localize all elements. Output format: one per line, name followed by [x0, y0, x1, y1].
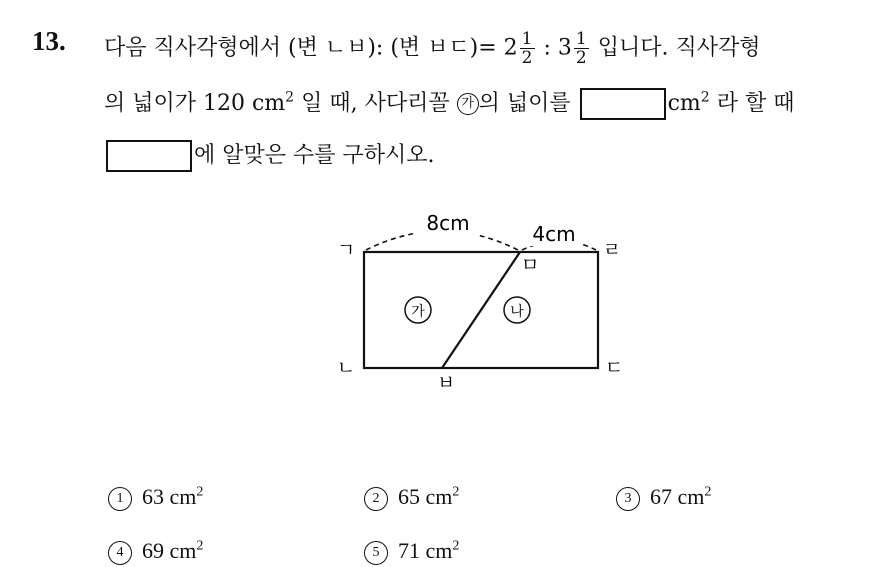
segment-mb	[442, 252, 520, 368]
question-text-3: 에 알맞은 수를 구하시오.	[194, 143, 435, 168]
choice-2-sup: 2	[452, 484, 460, 500]
choice-4-value: 69 cm	[142, 538, 197, 563]
fraction-2-numerator: 1	[575, 29, 587, 49]
fraction-1-numerator: 1	[521, 29, 533, 49]
choice-5-value: 71 cm	[398, 538, 453, 563]
question-number: 13.	[32, 26, 66, 56]
superscript: 2	[700, 89, 710, 106]
choice-4-sup: 2	[196, 538, 204, 554]
corner-label-n: ㄴ	[336, 357, 356, 379]
choice-2-value: 65 cm	[398, 484, 453, 509]
fraction-2-denominator: 2	[575, 48, 587, 68]
region-na-label: 나	[510, 304, 524, 320]
question-text-2c: 의 넓이를	[478, 91, 571, 116]
choice-1-sup: 2	[196, 484, 204, 500]
question-text-2b: 일 때, 사다리꼴	[301, 91, 450, 116]
choice-3[interactable]	[616, 484, 711, 511]
label-8cm: 8cm	[426, 211, 470, 235]
corner-label-r: ㄹ	[602, 239, 622, 261]
corner-label-b: ㅂ	[436, 372, 456, 394]
choice-2[interactable]	[364, 484, 459, 511]
question-text-2d: cm	[667, 91, 701, 116]
fraction-1-denominator: 2	[521, 48, 533, 68]
corner-label-d: ㄷ	[604, 357, 624, 379]
choice-3-sup: 2	[704, 484, 712, 500]
question-text-2e: 라 할 때	[716, 91, 795, 116]
choice-3-value: 67 cm	[650, 484, 705, 509]
question-text-2a: 의 넓이가 120 cm	[104, 91, 286, 116]
choice-1-mark: 1	[108, 487, 132, 511]
corner-label-m: ㅁ	[520, 254, 540, 276]
region-ga-mark: 가	[457, 93, 479, 115]
choice-1[interactable]	[108, 484, 203, 511]
region-ga-label: 가	[411, 304, 425, 320]
choice-5-mark: 5	[364, 541, 388, 565]
superscript: 2	[285, 89, 295, 106]
question-text-1b: : 3	[543, 35, 572, 61]
choice-5[interactable]	[364, 538, 459, 565]
choice-1-value: 63 cm	[142, 484, 197, 509]
choice-4[interactable]	[108, 538, 203, 565]
choice-5-sup: 2	[452, 538, 460, 554]
choice-3-mark: 3	[616, 487, 640, 511]
choice-4-mark: 4	[108, 541, 132, 565]
corner-label-g: ㄱ	[336, 239, 356, 261]
question-text-1a: 다음 직사각형에서 (변 ㄴㅂ): (변 ㅂㄷ)= 2	[104, 35, 518, 61]
choice-2-mark: 2	[364, 487, 388, 511]
label-4cm: 4cm	[532, 222, 576, 246]
question-text-1c: 입니다. 직사각형	[597, 35, 761, 61]
